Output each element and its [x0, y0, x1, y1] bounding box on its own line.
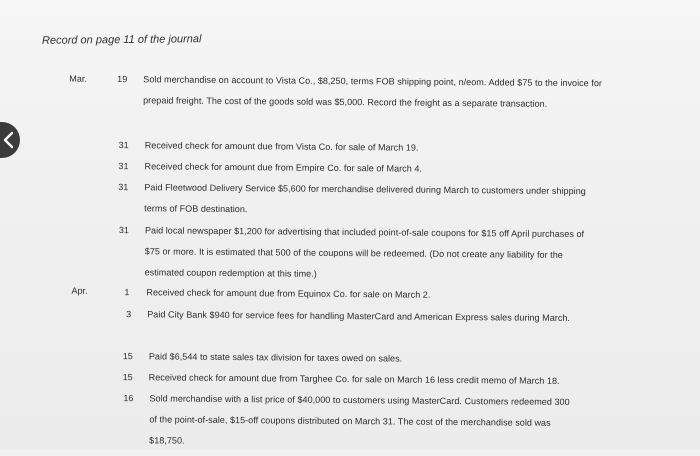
entry-text: Paid $6,544 to state sales tax division for taxes owed on sales.: [148, 351, 403, 364]
entry-text: Sold merchandise on account to Vista Co., $8,250, terms FOB shipping point, n/eom. Added $75 to the invoice for prepaid freight. The cost of the goods sold was $5,000. Record the freight as a separate transaction.: [143, 74, 602, 109]
page-heading: Record on page 11 of the journal: [41, 33, 202, 47]
entry-day: 15: [122, 351, 133, 362]
entry-text: Received check for amount due from Empire Co. for sale of March 4.: [144, 161, 423, 174]
entry-text: Received check for amount due from Equinox Co. for sale on March 2.: [146, 287, 431, 300]
entry-day: 31: [118, 140, 129, 151]
entry-text: Sold merchandise with a list price of $40,000 to customers using MasterCard. Customers redeemed 300 of the point-of-sale, $15-off coupons distributed on March 31. The cost of the merchandise sold was $18,750.: [149, 393, 570, 446]
entry-day: 31: [118, 161, 129, 172]
entry-day: 15: [122, 372, 133, 383]
entry-text: Paid Fleetwood Delivery Service $5,600 for merchandise delivered during March to customers under shipping terms of FOB destination.: [144, 182, 586, 215]
entry-day: 31: [118, 182, 129, 193]
entry-text: Received check for amount due from Targhee Co. for sale on March 16 less credit memo of March 18.: [148, 372, 560, 386]
entry-text: Paid City Bank $940 for service fees for handling MasterCard and American Express sales during March.: [147, 309, 571, 323]
entry-text: Received check for amount due from Vista Co. for sale of March 19.: [144, 140, 419, 153]
entry-day: 1: [124, 287, 130, 298]
entry-day: 31: [118, 225, 130, 236]
entry-day: 3: [126, 309, 132, 320]
month-label-apr: Apr.: [71, 285, 88, 296]
month-label-mar: Mar.: [69, 73, 88, 84]
entry-text: Paid local newspaper $1,200 for advertising that included point-of-sale coupons for $15 off April purchases of $75 or more. It is estimated that 500 of the coupons will be redeemed. (Do not create any liability for the estimated coupon redemption at this time.): [144, 225, 585, 279]
entry-day: 19: [117, 74, 128, 85]
entry-day: 16: [123, 393, 134, 404]
